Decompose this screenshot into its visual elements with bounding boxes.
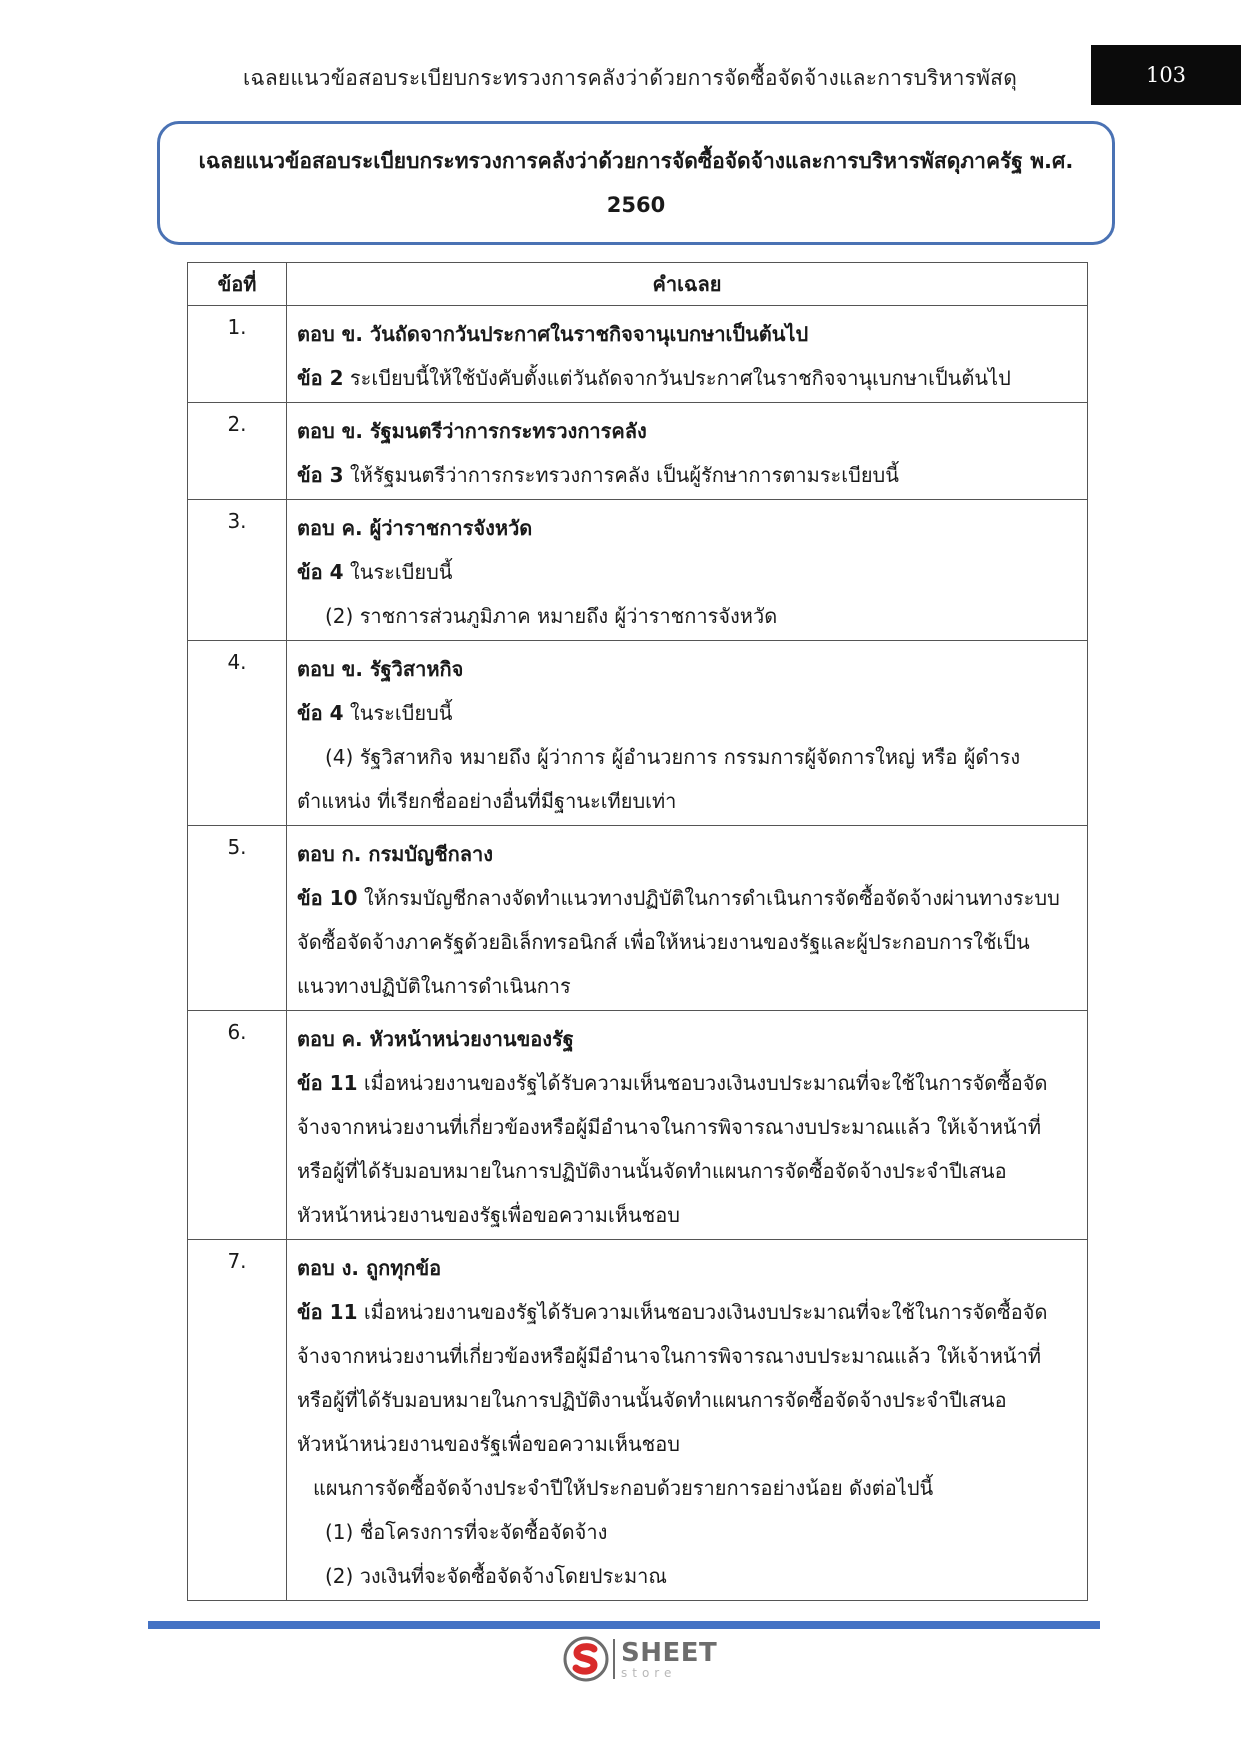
column-header-no: ข้อที่ xyxy=(188,263,287,306)
reference-text: ให้กรมบัญชีกลางจัดทำแนวทางปฏิบัติในการดำเนินการจัดซื้อจัดจ้างผ่านทางระบบ xyxy=(363,886,1060,910)
plan-intro: แผนการจัดซื้อจัดจ้างประจำปีให้ประกอบด้วยรายการอย่างน้อย ดังต่อไปนี้ xyxy=(313,1476,934,1500)
reference-subclause: (2) ราชการส่วนภูมิภาค หมายถึง ผู้ว่าราชการจังหวัด xyxy=(325,604,778,628)
document-title-line1: เฉลยแนวข้อสอบระเบียบกระทรวงการคลังว่าด้วยการจัดซื้อจัดจ้างและการบริหารพัสดุภาครัฐ พ.ศ. xyxy=(198,149,1074,173)
reference-text: ให้รัฐมนตรีว่าการกระทรวงการคลัง เป็นผู้รักษาการตามระเบียบนี้ xyxy=(349,463,899,487)
reference-cont: จ้างจากหน่วยงานที่เกี่ยวข้องหรือผู้มีอำนาจในการพิจารณางบประมาณแล้ว ให้เจ้าหน้าที่ xyxy=(297,1344,1042,1368)
reference-label: ข้อ 3 xyxy=(297,463,344,487)
question-number: 7. xyxy=(188,1240,287,1601)
column-header-answer: คำเฉลย xyxy=(287,263,1088,306)
table-row xyxy=(188,1240,1088,1601)
reference-cont: จ้างจากหน่วยงานที่เกี่ยวข้องหรือผู้มีอำนาจในการพิจารณางบประมาณแล้ว ให้เจ้าหน้าที่ xyxy=(297,1115,1042,1139)
question-number: 4. xyxy=(188,641,287,826)
reference-text: ในระเบียบนี้ xyxy=(349,560,453,584)
reference-cont: จัดซื้อจัดจ้างภาครัฐด้วยอิเล็กทรอนิกส์ เพื่อให้หน่วยงานของรัฐและผู้ประกอบการใช้เป็น xyxy=(297,930,1030,954)
reference-cont: หัวหน้าหน่วยงานของรัฐเพื่อขอความเห็นชอบ xyxy=(297,1432,680,1456)
answer-cell xyxy=(287,1011,1088,1240)
running-header-title: เฉลยแนวข้อสอบระเบียบกระทรวงการคลังว่าด้วยการจัดซื้อจัดจ้างและการบริหารพัสดุ xyxy=(242,66,1018,90)
answer-choice: ตอบ ก. กรมบัญชีกลาง xyxy=(297,842,494,866)
question-number: 6. xyxy=(188,1011,287,1240)
answer-choice: ตอบ ข. รัฐมนตรีว่าการกระทรวงการคลัง xyxy=(297,419,647,443)
reference-subclause: (4) รัฐวิสาหกิจ หมายถึง ผู้ว่าการ ผู้อำนวยการ กรรมการผู้จัดการใหญ่ หรือ ผู้ดำรง xyxy=(325,745,1021,769)
question-number: 3. xyxy=(188,500,287,641)
reference-text: เมื่อหน่วยงานของรัฐได้รับความเห็นชอบวงเงินงบประมาณที่จะใช้ในการจัดซื้อจัด xyxy=(363,1300,1048,1324)
reference-label: ข้อ 4 xyxy=(297,701,344,725)
table-row xyxy=(188,306,1088,403)
answer-choice: ตอบ ง. ถูกทุกข้อ xyxy=(297,1256,442,1280)
answer-choice: ตอบ ค. หัวหน้าหน่วยงานของรัฐ xyxy=(297,1027,574,1051)
answer-cell xyxy=(287,1240,1088,1601)
page-number-tab xyxy=(1091,45,1241,105)
reference-cont: หัวหน้าหน่วยงานของรัฐเพื่อขอความเห็นชอบ xyxy=(297,1203,680,1227)
reference-label: ข้อ 4 xyxy=(297,560,344,584)
plan-item: (2) วงเงินที่จะจัดซื้อจัดจ้างโดยประมาณ xyxy=(325,1564,667,1588)
table-row xyxy=(188,641,1088,826)
reference-text: ในระเบียบนี้ xyxy=(349,701,453,725)
reference-label: ข้อ 10 xyxy=(297,886,358,910)
logo-text xyxy=(621,1637,718,1680)
logo-subword: store xyxy=(621,1665,677,1680)
page-number: 103 xyxy=(1145,63,1187,87)
document-title-line2: 2560 xyxy=(606,193,666,217)
answer-choice: ตอบ ข. วันถัดจากวันประกาศในราชกิจจานุเบกษาเป็นต้นไป xyxy=(297,322,809,346)
logo-divider xyxy=(613,1639,615,1679)
footer-divider-bar xyxy=(148,1621,1100,1629)
answer-cell xyxy=(287,403,1088,500)
answer-cell xyxy=(287,641,1088,826)
reference-cont: แนวทางปฏิบัติในการดำเนินการ xyxy=(297,974,571,998)
reference-line xyxy=(297,1061,1075,1105)
reference-line xyxy=(297,691,1075,735)
table-row xyxy=(188,403,1088,500)
reference-line xyxy=(297,1290,1075,1334)
answer-choice: ตอบ ค. ผู้ว่าราชการจังหวัด xyxy=(297,516,533,540)
reference-line xyxy=(297,356,1075,400)
reference-line xyxy=(297,550,1075,594)
reference-cont: หรือผู้ที่ได้รับมอบหมายในการปฏิบัติงานนั้นจัดทำแผนการจัดซื้อจัดจ้างประจำปีเสนอ xyxy=(297,1159,1007,1183)
table-row xyxy=(188,500,1088,641)
reference-text: ระเบียบนี้ให้ใช้บังคับตั้งแต่วันถัดจากวันประกาศในราชกิจจานุเบกษาเป็นต้นไป xyxy=(349,366,1011,390)
plan-item: (1) ชื่อโครงการที่จะจัดซื้อจัดจ้าง xyxy=(325,1520,608,1544)
reference-label: ข้อ 11 xyxy=(297,1300,358,1324)
reference-label: ข้อ 11 xyxy=(297,1071,358,1095)
reference-line xyxy=(297,453,1075,497)
reference-subclause-cont: ตำแหน่ง ที่เรียกชื่ออย่างอื่นที่มีฐานะเทียบเท่า xyxy=(297,789,677,813)
document-title-box xyxy=(157,121,1115,245)
answer-cell xyxy=(287,306,1088,403)
table-header-row xyxy=(188,263,1088,306)
answer-choice: ตอบ ข. รัฐวิสาหกิจ xyxy=(297,657,464,681)
table-row xyxy=(188,826,1088,1011)
question-number: 1. xyxy=(188,306,287,403)
reference-label: ข้อ 2 xyxy=(297,366,344,390)
logo-word: SHEET xyxy=(621,1637,718,1668)
reference-line xyxy=(297,876,1075,920)
sheet-store-logo xyxy=(563,1636,717,1682)
reference-cont: หรือผู้ที่ได้รับมอบหมายในการปฏิบัติงานนั้นจัดทำแผนการจัดซื้อจัดจ้างประจำปีเสนอ xyxy=(297,1388,1007,1412)
answer-cell xyxy=(287,826,1088,1011)
table-row xyxy=(188,1011,1088,1240)
answer-cell xyxy=(287,500,1088,641)
question-number: 5. xyxy=(188,826,287,1011)
sheet-s-logo-icon xyxy=(563,1636,609,1682)
answer-table xyxy=(187,262,1088,1601)
reference-text: เมื่อหน่วยงานของรัฐได้รับความเห็นชอบวงเงินงบประมาณที่จะใช้ในการจัดซื้อจัด xyxy=(363,1071,1048,1095)
question-number: 2. xyxy=(188,403,287,500)
